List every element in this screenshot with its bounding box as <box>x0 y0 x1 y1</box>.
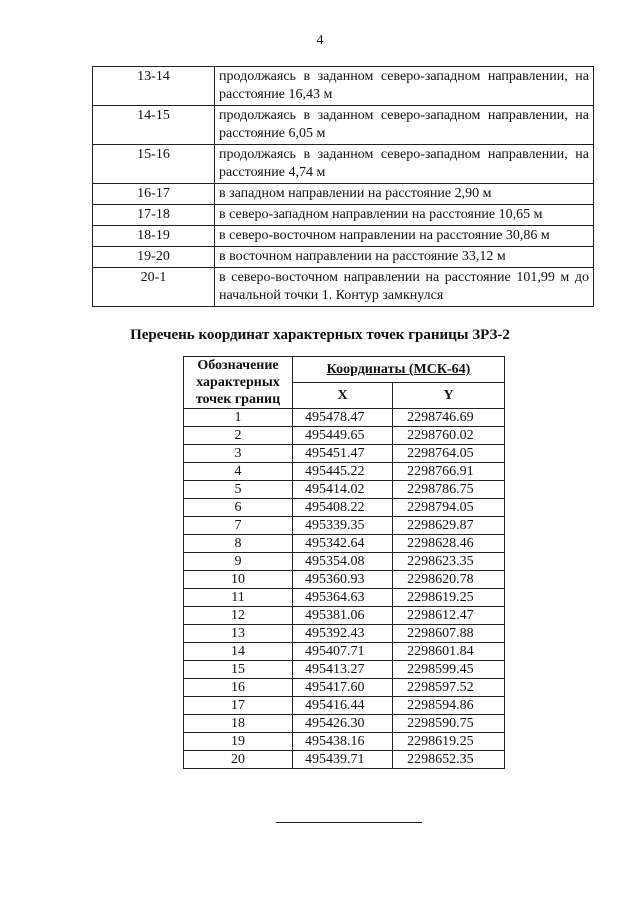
coords-title: Перечень координат характерных точек границы ЗРЗ-2 <box>130 327 510 343</box>
coord-x: 495408.22 <box>293 499 393 517</box>
coord-x: 495364.63 <box>293 589 393 607</box>
coord-x: 495414.02 <box>293 481 393 499</box>
point-id: 17 <box>184 697 293 715</box>
page-number: 4 <box>316 33 324 48</box>
segment-id: 14-15 <box>93 106 215 145</box>
segment-description: в северо-восточном направлении на расстояние 101,99 м до начальной точки 1. Контур замкнулся <box>215 268 594 307</box>
coord-y: 2298601.84 <box>393 643 505 661</box>
segment-id: 15-16 <box>93 145 215 184</box>
coord-x: 495478.47 <box>293 409 393 427</box>
segment-id: 16-17 <box>93 184 215 205</box>
coords-row <box>184 679 505 697</box>
point-id: 7 <box>184 517 293 535</box>
point-id: 3 <box>184 445 293 463</box>
point-id: 12 <box>184 607 293 625</box>
coords-row <box>184 571 505 589</box>
point-id: 20 <box>184 751 293 769</box>
coords-row <box>184 715 505 733</box>
coords-row <box>184 481 505 499</box>
point-id: 14 <box>184 643 293 661</box>
coords-table <box>183 356 505 769</box>
coords-row <box>184 535 505 553</box>
coords-row <box>184 751 505 769</box>
coords-row <box>184 643 505 661</box>
coord-x: 495413.27 <box>293 661 393 679</box>
coord-y: 2298786.75 <box>393 481 505 499</box>
segment-row <box>93 106 594 145</box>
coord-y: 2298590.75 <box>393 715 505 733</box>
coord-x: 495381.06 <box>293 607 393 625</box>
point-id: 4 <box>184 463 293 481</box>
segment-description: в западном направлении на расстояние 2,90 м <box>215 184 594 205</box>
coord-y: 2298794.05 <box>393 499 505 517</box>
segment-description: продолжаясь в заданном северо-западном направлении, на расстояние 16,43 м <box>215 67 594 106</box>
coord-y: 2298594.86 <box>393 697 505 715</box>
point-id: 11 <box>184 589 293 607</box>
coord-y: 2298612.47 <box>393 607 505 625</box>
coord-y: 2298623.35 <box>393 553 505 571</box>
coord-x: 495445.22 <box>293 463 393 481</box>
coord-x: 495449.65 <box>293 427 393 445</box>
coord-y: 2298629.87 <box>393 517 505 535</box>
coord-x: 495426.30 <box>293 715 393 733</box>
point-id: 19 <box>184 733 293 751</box>
coords-row <box>184 445 505 463</box>
coord-x: 495438.16 <box>293 733 393 751</box>
coord-x: 495417.60 <box>293 679 393 697</box>
coords-row <box>184 733 505 751</box>
segment-description: продолжаясь в заданном северо-западном направлении, на расстояние 4,74 м <box>215 145 594 184</box>
signature-line <box>276 822 422 823</box>
segment-row <box>93 247 594 268</box>
segment-row <box>93 205 594 226</box>
coords-header-row <box>184 357 505 383</box>
point-id: 15 <box>184 661 293 679</box>
segment-id: 20-1 <box>93 268 215 307</box>
segment-id: 17-18 <box>93 205 215 226</box>
coords-row <box>184 499 505 517</box>
point-id: 13 <box>184 625 293 643</box>
point-id: 1 <box>184 409 293 427</box>
segment-row <box>93 67 594 106</box>
segment-row <box>93 226 594 247</box>
segments-table <box>92 66 594 307</box>
point-id: 16 <box>184 679 293 697</box>
point-id: 10 <box>184 571 293 589</box>
coords-row <box>184 589 505 607</box>
coord-y: 2298746.69 <box>393 409 505 427</box>
coords-table-head <box>184 357 505 409</box>
coords-row <box>184 427 505 445</box>
coord-y: 2298652.35 <box>393 751 505 769</box>
segment-row <box>93 268 594 307</box>
segments-table-body <box>93 67 594 307</box>
coords-row <box>184 409 505 427</box>
coord-x: 495342.64 <box>293 535 393 553</box>
coord-x: 495451.47 <box>293 445 393 463</box>
coords-table-body <box>184 409 505 769</box>
coords-row <box>184 553 505 571</box>
coord-y: 2298597.52 <box>393 679 505 697</box>
coord-y: 2298607.88 <box>393 625 505 643</box>
segment-row <box>93 145 594 184</box>
coords-row <box>184 463 505 481</box>
coord-y: 2298764.05 <box>393 445 505 463</box>
coord-x: 495354.08 <box>293 553 393 571</box>
point-id: 18 <box>184 715 293 733</box>
coord-y: 2298628.46 <box>393 535 505 553</box>
point-id: 2 <box>184 427 293 445</box>
coord-y: 2298766.91 <box>393 463 505 481</box>
segment-row <box>93 184 594 205</box>
coord-y: 2298619.25 <box>393 733 505 751</box>
segment-description: в восточном направлении на расстояние 33,12 м <box>215 247 594 268</box>
coord-y: 2298760.02 <box>393 427 505 445</box>
coords-row <box>184 661 505 679</box>
header-x: X <box>293 383 393 409</box>
header-coordinates-group: Координаты (МСК-64) <box>293 357 505 383</box>
segment-description: в северо-западном направлении на расстояние 10,65 м <box>215 205 594 226</box>
coords-row <box>184 625 505 643</box>
coords-row <box>184 697 505 715</box>
segment-description: в северо-восточном направлении на расстояние 30,86 м <box>215 226 594 247</box>
segment-description: продолжаясь в заданном северо-западном направлении, на расстояние 6,05 м <box>215 106 594 145</box>
coord-x: 495439.71 <box>293 751 393 769</box>
coord-x: 495339.35 <box>293 517 393 535</box>
coords-row <box>184 607 505 625</box>
point-id: 8 <box>184 535 293 553</box>
coord-x: 495407.71 <box>293 643 393 661</box>
coord-x: 495360.93 <box>293 571 393 589</box>
header-y: Y <box>393 383 505 409</box>
segment-id: 19-20 <box>93 247 215 268</box>
coord-x: 495392.43 <box>293 625 393 643</box>
point-id: 5 <box>184 481 293 499</box>
segment-id: 18-19 <box>93 226 215 247</box>
point-id: 9 <box>184 553 293 571</box>
coord-y: 2298619.25 <box>393 589 505 607</box>
coords-row <box>184 517 505 535</box>
coord-y: 2298599.45 <box>393 661 505 679</box>
header-point-label: Обозначение характерных точек границ <box>184 357 293 409</box>
coord-x: 495416.44 <box>293 697 393 715</box>
point-id: 6 <box>184 499 293 517</box>
segment-id: 13-14 <box>93 67 215 106</box>
coord-y: 2298620.78 <box>393 571 505 589</box>
